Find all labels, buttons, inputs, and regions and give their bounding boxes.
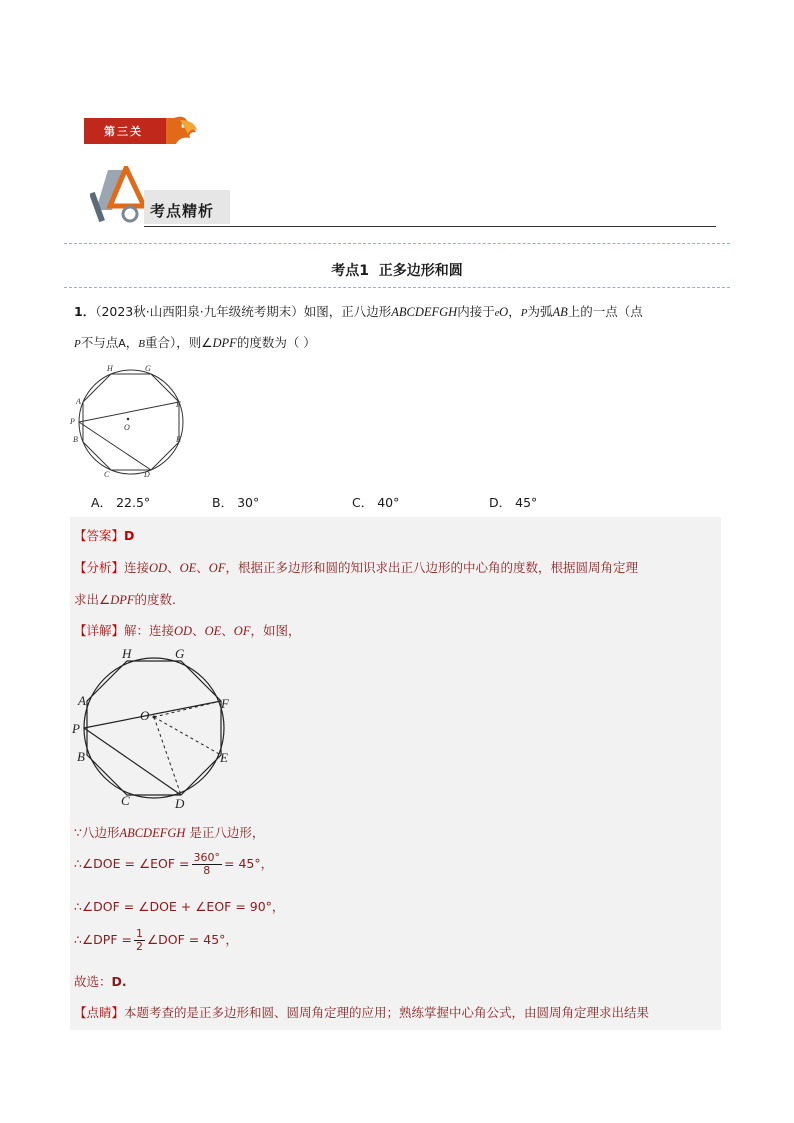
option-letter: A． — [91, 495, 113, 510]
option-value: 40° — [377, 495, 400, 510]
label-C: C — [121, 793, 130, 808]
analysis-text: ，根据正多边形和圆的知识求出正八边形的中心角的度数，根据圆周角定理 — [225, 560, 638, 575]
option-letter: D． — [489, 495, 512, 510]
step-text: ∵八边形 — [74, 825, 120, 840]
question-text: 为弧 — [527, 304, 553, 319]
dashed-divider-top — [64, 243, 730, 244]
question-text: 内接于 — [457, 304, 495, 319]
question-text: 的度数为（ ） — [236, 335, 316, 350]
step-text: ∴∠DOE = ∠EOF = — [74, 856, 190, 871]
step-text: = 45°， — [224, 856, 274, 871]
label-A: A — [78, 693, 86, 708]
label-G: G — [175, 646, 185, 661]
label-B: B — [73, 435, 78, 444]
analysis-label: 【分析】 — [74, 560, 125, 575]
fraction-denominator: 8 — [203, 864, 211, 877]
label-F: F — [221, 696, 229, 711]
option-a[interactable] — [91, 493, 150, 511]
arc-name: AB — [552, 305, 568, 319]
step-4 — [74, 928, 238, 953]
section-header — [90, 166, 720, 232]
label-C: C — [104, 470, 110, 479]
option-letter: C． — [352, 495, 374, 510]
segment-name: OD — [174, 624, 193, 638]
analysis-text: 连接 — [124, 560, 150, 575]
question-text: 如图，正八边形 — [303, 304, 392, 319]
comment-label: 【点睛】 — [74, 1005, 125, 1020]
question-text: ， — [125, 335, 139, 350]
question-text: 上的一点（点 — [567, 304, 643, 319]
polygon-name: ABCDEFGH — [391, 305, 458, 319]
banner-text: 第三关 — [104, 125, 143, 138]
step-text: 故选： — [74, 974, 112, 989]
circle-symbol: e — [494, 308, 500, 319]
header-rule — [144, 226, 716, 227]
label-F: F — [176, 400, 181, 409]
question-text: ， — [508, 304, 521, 319]
question-source: （2023秋·山西阳泉·九年级统考期末） — [95, 304, 304, 319]
analysis-text: 求出∠ — [74, 592, 111, 607]
point-name: P — [520, 307, 528, 319]
step-text: 是正八边形， — [189, 825, 265, 840]
answer-value: D — [124, 528, 135, 543]
drawing-tools-icon — [90, 166, 150, 226]
step-2 — [74, 852, 273, 877]
segment-name: OE — [204, 624, 222, 638]
comment-text: 本题考查的是正多边形和圆、圆周角定理的应用；熟练掌握中心角公式，由圆周角定理求出结果 — [124, 1005, 650, 1020]
label-O: O — [124, 423, 130, 432]
polygon-name: ABCDEFGH — [119, 826, 186, 840]
question-text: 不与点 — [80, 335, 119, 350]
angle-name: DPF — [110, 593, 135, 607]
step-text: ∠DOF = 45°， — [146, 932, 238, 947]
fraction-numerator: 360° — [193, 851, 221, 864]
point-name: A — [118, 337, 126, 350]
segment-name: OF — [208, 561, 226, 575]
segment-name: OD — [149, 561, 168, 575]
final-choice: D. — [111, 974, 127, 989]
detail-text: 、 — [221, 623, 234, 638]
detail-text: 、 — [192, 623, 205, 638]
dashed-divider-bottom — [64, 287, 730, 288]
label-A: A — [76, 397, 81, 406]
label-O: O — [140, 708, 150, 723]
label-H: H — [122, 646, 132, 661]
step-5 — [74, 972, 127, 990]
detail-text: 解：连接 — [124, 623, 175, 638]
octagon-figure-large — [68, 642, 248, 812]
option-value: 45° — [515, 495, 538, 510]
label-G: G — [145, 364, 151, 373]
step-text: ∴∠DOF = ∠DOE + ∠EOF = 90°， — [74, 899, 285, 914]
label-P: P — [70, 417, 75, 426]
question-line-1 — [74, 302, 643, 320]
comment-line — [74, 1003, 649, 1021]
label-H: H — [107, 364, 113, 373]
analysis-text: 、 — [196, 560, 209, 575]
fraction-360-8 — [192, 852, 223, 877]
analysis-line-2 — [74, 590, 176, 608]
detail-label: 【详解】 — [74, 623, 125, 638]
step-text: ∴∠DPF = — [74, 932, 132, 947]
label-P: P — [72, 721, 80, 736]
fraction-1-2 — [134, 928, 145, 953]
segment-name: OF — [233, 624, 251, 638]
step-3 — [74, 897, 284, 915]
label-D: D — [175, 796, 185, 811]
question-number: 1． — [74, 304, 96, 319]
label-D: D — [144, 470, 150, 479]
section-title: 考点精析 — [150, 202, 215, 220]
stage-banner — [84, 116, 199, 146]
angle-name: DPF — [212, 336, 237, 350]
answer-label: 【答案】 — [74, 528, 125, 543]
label-E: E — [176, 435, 181, 444]
detail-line-1 — [74, 621, 300, 639]
point-name: B — [138, 338, 146, 350]
option-d[interactable] — [489, 493, 537, 511]
analysis-text: 、 — [167, 560, 180, 575]
fraction-numerator: 1 — [135, 927, 143, 940]
question-text: 重合），则∠ — [145, 335, 213, 350]
analysis-line-1 — [74, 558, 638, 576]
detail-text: ，如图， — [250, 623, 301, 638]
segment-name: OE — [179, 561, 197, 575]
octagon-figure-small — [68, 360, 198, 485]
topic-title: 考点1 正多边形和圆 — [331, 263, 463, 279]
circle-name: O — [499, 305, 509, 319]
fraction-denominator: 2 — [135, 940, 143, 953]
step-1 — [74, 823, 264, 841]
answer-line — [74, 526, 134, 544]
question-line-2 — [74, 333, 316, 351]
analysis-text: 的度数. — [134, 592, 177, 607]
option-b[interactable] — [212, 493, 259, 511]
option-letter: B． — [212, 495, 234, 510]
point-name: P — [74, 338, 81, 350]
option-c[interactable] — [352, 493, 399, 511]
option-value: 30° — [237, 495, 260, 510]
option-value: 22.5° — [116, 495, 151, 510]
label-B: B — [77, 749, 85, 764]
label-E: E — [220, 750, 228, 765]
